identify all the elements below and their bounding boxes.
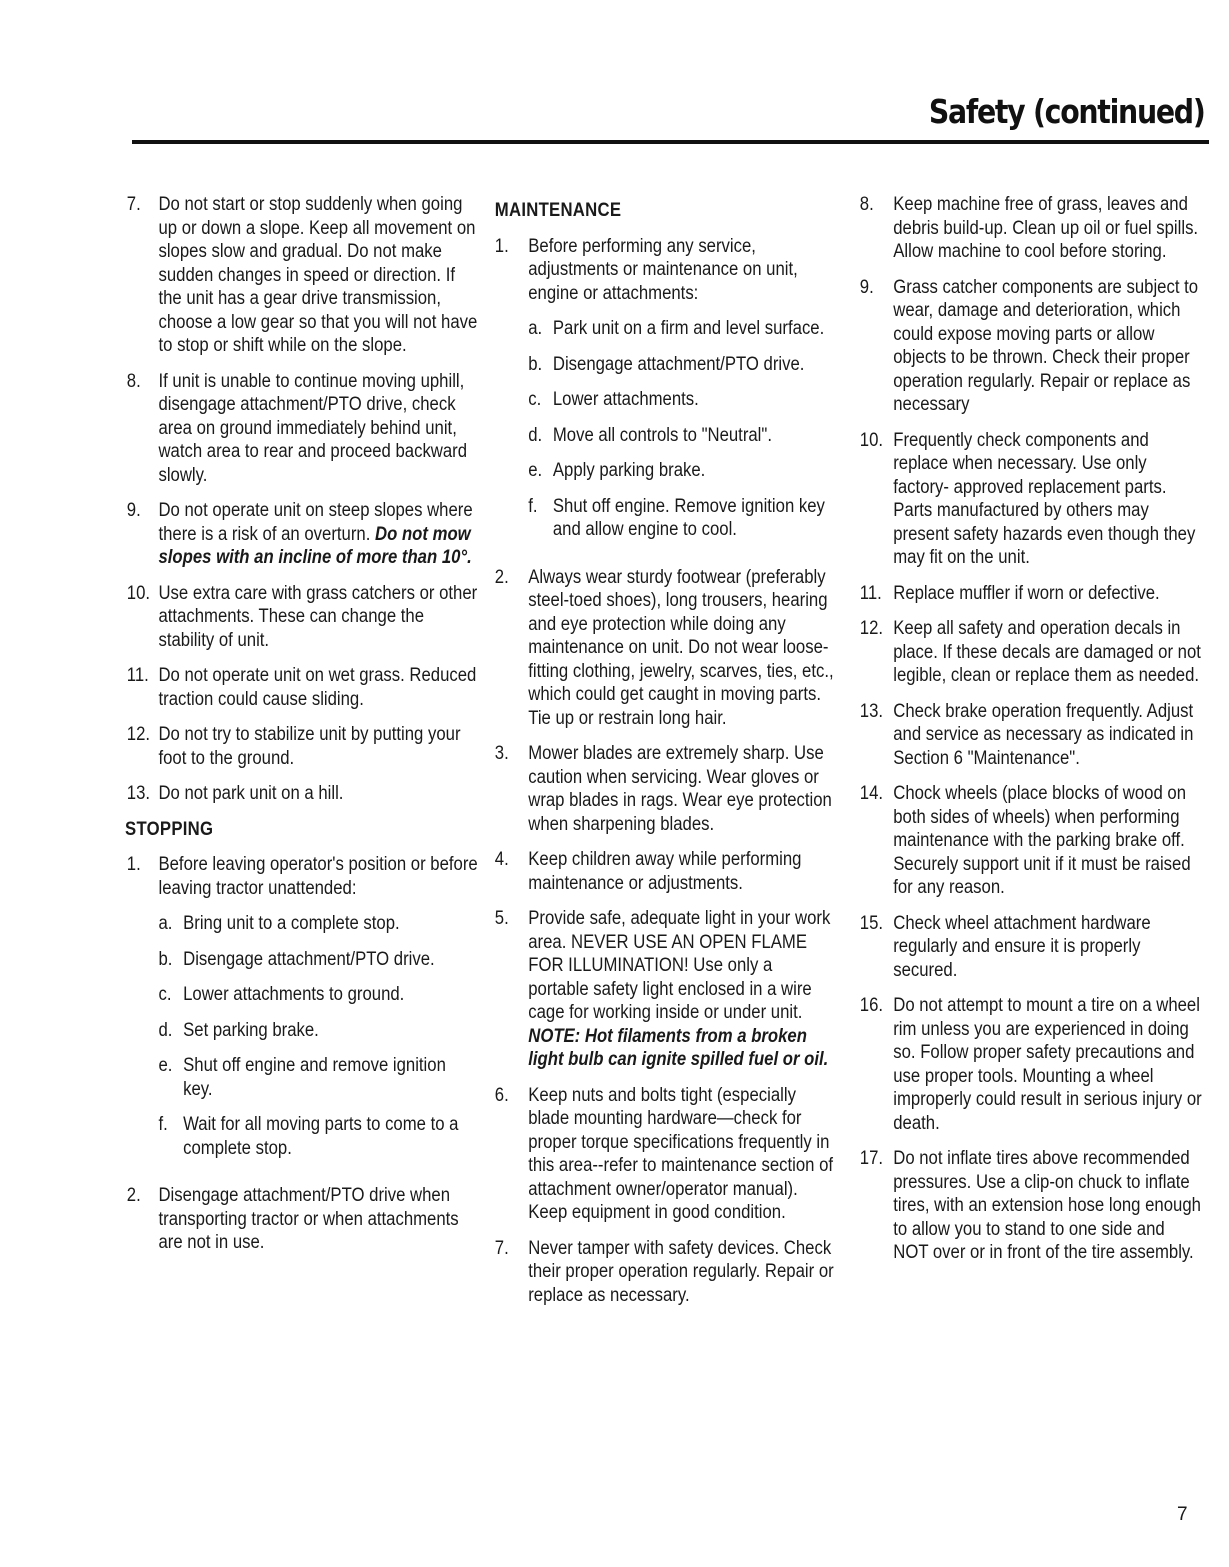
sub-letter: d. bbox=[158, 1019, 173, 1041]
item-number: 9. bbox=[126, 500, 141, 521]
item-text: Grass catcher components are subject to wear, damage and deterioration, which could expose moving parts or allow objects to be thrown. Check their proper operation regularly. Repair or replace as necessary bbox=[893, 276, 1199, 415]
sub-item bbox=[158, 1054, 479, 1101]
sub-item bbox=[528, 424, 837, 448]
item-text: Do not park unit on a hill. bbox=[158, 783, 344, 804]
item-text: Replace muffler if worn or defective. bbox=[893, 582, 1160, 604]
sub-letter: a. bbox=[528, 318, 543, 339]
item-text-emphasis: NOTE: Hot filaments from a broken light bulb can ignite spilled fuel or oil. bbox=[528, 1025, 829, 1070]
list-item bbox=[118, 664, 479, 711]
sub-item bbox=[528, 353, 837, 377]
sub-item bbox=[158, 948, 479, 972]
item-text-plain: Before performing any service, adjustments or maintenance on unit, engine or attachments: bbox=[528, 235, 798, 304]
sub-letter: f. bbox=[158, 1114, 168, 1135]
item-number: 2. bbox=[126, 1185, 141, 1206]
sub-list bbox=[528, 317, 837, 542]
sub-letter: f. bbox=[528, 495, 538, 517]
list-item bbox=[118, 582, 479, 653]
item-number: 12. bbox=[126, 724, 151, 745]
sub-letter: b. bbox=[158, 948, 173, 970]
list-item bbox=[118, 853, 479, 1172]
sub-letter: b. bbox=[528, 353, 543, 375]
item-number: 13. bbox=[859, 700, 884, 722]
item-number: 11. bbox=[859, 582, 882, 604]
sub-text: Shut off engine and remove ignition key. bbox=[183, 1055, 446, 1100]
item-text: Frequently check components and replace when necessary. Use only factory- approved replacement parts. Parts manufactured by others may present safety hazards even though they may fit on the unit. bbox=[893, 429, 1196, 568]
sub-text: Move all controls to "Neutral". bbox=[552, 424, 772, 446]
sub-item bbox=[528, 388, 837, 412]
item-text-plain: Provide safe, adequate light in your work area. NEVER USE AN OPEN FLAME FOR ILLUMINATION! Use only a portable safety light enclosed in a wire cage for working inside or under unit. bbox=[528, 908, 831, 1023]
item-text bbox=[158, 499, 479, 570]
item-number: 17. bbox=[859, 1148, 884, 1169]
list-item bbox=[851, 617, 1202, 688]
page-number: 7 bbox=[1177, 1504, 1188, 1525]
sub-letter: c. bbox=[528, 389, 542, 410]
list-item bbox=[118, 193, 479, 358]
item-number: 8. bbox=[126, 370, 141, 392]
column-middle bbox=[486, 193, 836, 1319]
item-number: 10. bbox=[126, 582, 151, 604]
section-heading-stopping: STOPPING bbox=[125, 818, 214, 840]
sub-text: Lower attachments. bbox=[552, 389, 699, 410]
item-number: 3. bbox=[494, 743, 509, 764]
item-text bbox=[158, 853, 479, 1172]
title-rule bbox=[132, 140, 1209, 144]
sub-letter: d. bbox=[528, 424, 543, 446]
list-item bbox=[486, 742, 837, 836]
list-item bbox=[118, 782, 479, 806]
list-item bbox=[486, 566, 837, 731]
item-number: 10. bbox=[859, 429, 884, 451]
list-item bbox=[851, 1147, 1202, 1265]
item-text: If unit is unable to continue moving uphill, disengage attachment/PTO drive, check area on ground immediately behind unit, watch area to rear and proceed backward slowly. bbox=[158, 370, 468, 486]
sub-item bbox=[528, 495, 837, 542]
item-number: 12. bbox=[859, 618, 884, 639]
list-item bbox=[118, 1184, 479, 1255]
item-text: Use extra care with grass catchers or other attachments. These can change the stability of unit. bbox=[158, 582, 478, 651]
page-title: Safety (continued) bbox=[929, 92, 1205, 131]
sub-text: Disengage attachment/PTO drive. bbox=[552, 353, 805, 375]
sub-text: Park unit on a firm and level surface. bbox=[552, 318, 825, 339]
list-item bbox=[486, 1084, 837, 1225]
item-text: Keep all safety and operation decals in place. If these decals are damaged or not legible, clean or replace them as needed. bbox=[893, 618, 1201, 686]
sub-item bbox=[528, 317, 837, 341]
list-item bbox=[486, 848, 837, 895]
list-item bbox=[851, 700, 1202, 771]
item-text-plain: Do not operate unit on steep slopes where there is a risk of an overturn. bbox=[158, 500, 473, 545]
item-text: Keep machine free of grass, leaves and debris build-up. Clean up oil or fuel spills. Allow machine to cool before storing. bbox=[893, 194, 1199, 262]
sub-text: Shut off engine. Remove ignition key and allow engine to cool. bbox=[552, 495, 825, 540]
sub-letter: c. bbox=[158, 984, 172, 1005]
column-right bbox=[851, 193, 1201, 1277]
sub-text: Bring unit to a complete stop. bbox=[183, 913, 400, 934]
sub-text: Set parking brake. bbox=[183, 1019, 319, 1041]
section-heading-maintenance: MAINTENANCE bbox=[494, 200, 622, 221]
sub-text: Disengage attachment/PTO drive. bbox=[183, 948, 435, 970]
sub-list bbox=[158, 912, 479, 1160]
sub-text: Lower attachments to ground. bbox=[183, 984, 405, 1005]
list-item bbox=[486, 1237, 837, 1308]
list-item bbox=[851, 276, 1202, 417]
item-number: 7. bbox=[494, 1237, 509, 1259]
item-text: Always wear sturdy footwear (preferably steel-toed shoes), long trousers, hearing and eye protection while doing any maintenance on unit. Do not wear loose-fitting clothing, jewelry, scarves, ties, etc., which could get caught in moving parts. Tie up or restrain long hair. bbox=[528, 566, 834, 729]
sub-text: Apply parking brake. bbox=[552, 460, 706, 481]
sub-item bbox=[158, 983, 479, 1007]
item-number: 11. bbox=[126, 665, 149, 686]
item-text: Check wheel attachment hardware regularly and ensure it is properly secured. bbox=[893, 912, 1151, 981]
item-text: Keep children away while performing maintenance or adjustments. bbox=[528, 849, 802, 894]
item-text: Keep nuts and bolts tight (especially blade mounting hardware—check for proper torque specifications frequently in this area--refer to maintenance section of attachment owner/operator manual). Keep equipment in good condition. bbox=[528, 1084, 834, 1223]
list-item bbox=[851, 994, 1202, 1135]
item-number: 16. bbox=[859, 995, 884, 1016]
item-number: 2. bbox=[494, 566, 509, 588]
item-text: Never tamper with safety devices. Check their proper operation regularly. Repair or replace as necessary. bbox=[528, 1237, 834, 1306]
list-item bbox=[851, 582, 1202, 606]
item-text: Check brake operation frequently. Adjust and service as necessary as indicated in Section 6 "Maintenance". bbox=[893, 700, 1194, 769]
sub-letter: e. bbox=[528, 460, 543, 481]
sub-letter: e. bbox=[158, 1055, 173, 1076]
list-item bbox=[486, 235, 837, 554]
item-number: 8. bbox=[859, 194, 874, 215]
list-item bbox=[851, 782, 1202, 900]
item-number: 1. bbox=[126, 854, 141, 875]
item-text bbox=[528, 907, 837, 1072]
sub-item bbox=[158, 1019, 479, 1043]
sub-letter: a. bbox=[158, 913, 173, 934]
sub-item bbox=[158, 1113, 479, 1160]
list-item bbox=[851, 429, 1202, 570]
item-text: Do not operate unit on wet grass. Reduced traction could cause sliding. bbox=[158, 665, 477, 710]
item-number: 9. bbox=[859, 276, 874, 298]
item-number: 6. bbox=[494, 1084, 509, 1106]
list-item bbox=[486, 907, 837, 1072]
item-number: 14. bbox=[859, 783, 884, 804]
item-text bbox=[528, 235, 837, 554]
list-item bbox=[118, 723, 479, 770]
item-text: Do not inflate tires above recommended pressures. Use a clip-on chuck to inflate tires, with an extension hose long enough to allow you to stand to one side and NOT over or in front of the tire assembly. bbox=[893, 1148, 1201, 1263]
sub-item bbox=[528, 459, 837, 483]
item-number: 15. bbox=[859, 912, 884, 934]
sub-item bbox=[158, 912, 479, 936]
item-text-plain: Before leaving operator's position or before leaving tractor unattended: bbox=[158, 854, 478, 899]
column-left bbox=[118, 193, 478, 1267]
list-item bbox=[118, 499, 479, 570]
item-text: Do not try to stabilize unit by putting your foot to the ground. bbox=[158, 724, 461, 769]
item-text: Mower blades are extremely sharp. Use caution when servicing. Wear gloves or wrap blades in rags. Wear eye protection when sharpening blades. bbox=[528, 743, 832, 835]
item-text-emphasis: Do not mow slopes with an incline of more than 10°. bbox=[158, 523, 472, 568]
item-text: Chock wheels (place blocks of wood on both sides of wheels) when performing maintenance with the parking brake off. Securely support unit if it must be raised for any reason. bbox=[893, 783, 1191, 898]
item-text: Do not attempt to mount a tire on a wheel rim unless you are experienced in doing so. Follow proper safety precautions and use proper tools. Mounting a wheel improperly could result in serious injury or death. bbox=[893, 995, 1202, 1134]
item-number: 1. bbox=[494, 235, 509, 257]
list-item bbox=[851, 193, 1202, 264]
item-number: 7. bbox=[126, 194, 141, 215]
item-text: Disengage attachment/PTO drive when transporting tractor or when attachments are not in use. bbox=[158, 1185, 459, 1253]
list-item bbox=[851, 912, 1202, 983]
list-item bbox=[118, 370, 479, 488]
sub-text: Wait for all moving parts to come to a complete stop. bbox=[183, 1114, 459, 1159]
item-number: 5. bbox=[494, 908, 509, 929]
item-text: Do not start or stop suddenly when going up or down a slope. Keep all movement on slopes slow and gradual. Do not make sudden changes in speed or direction. If the unit has a gear drive transmission, choose a low gear so that you will not have to stop or shift while on the slope. bbox=[158, 194, 478, 356]
item-number: 4. bbox=[494, 849, 509, 870]
item-number: 13. bbox=[126, 783, 151, 804]
